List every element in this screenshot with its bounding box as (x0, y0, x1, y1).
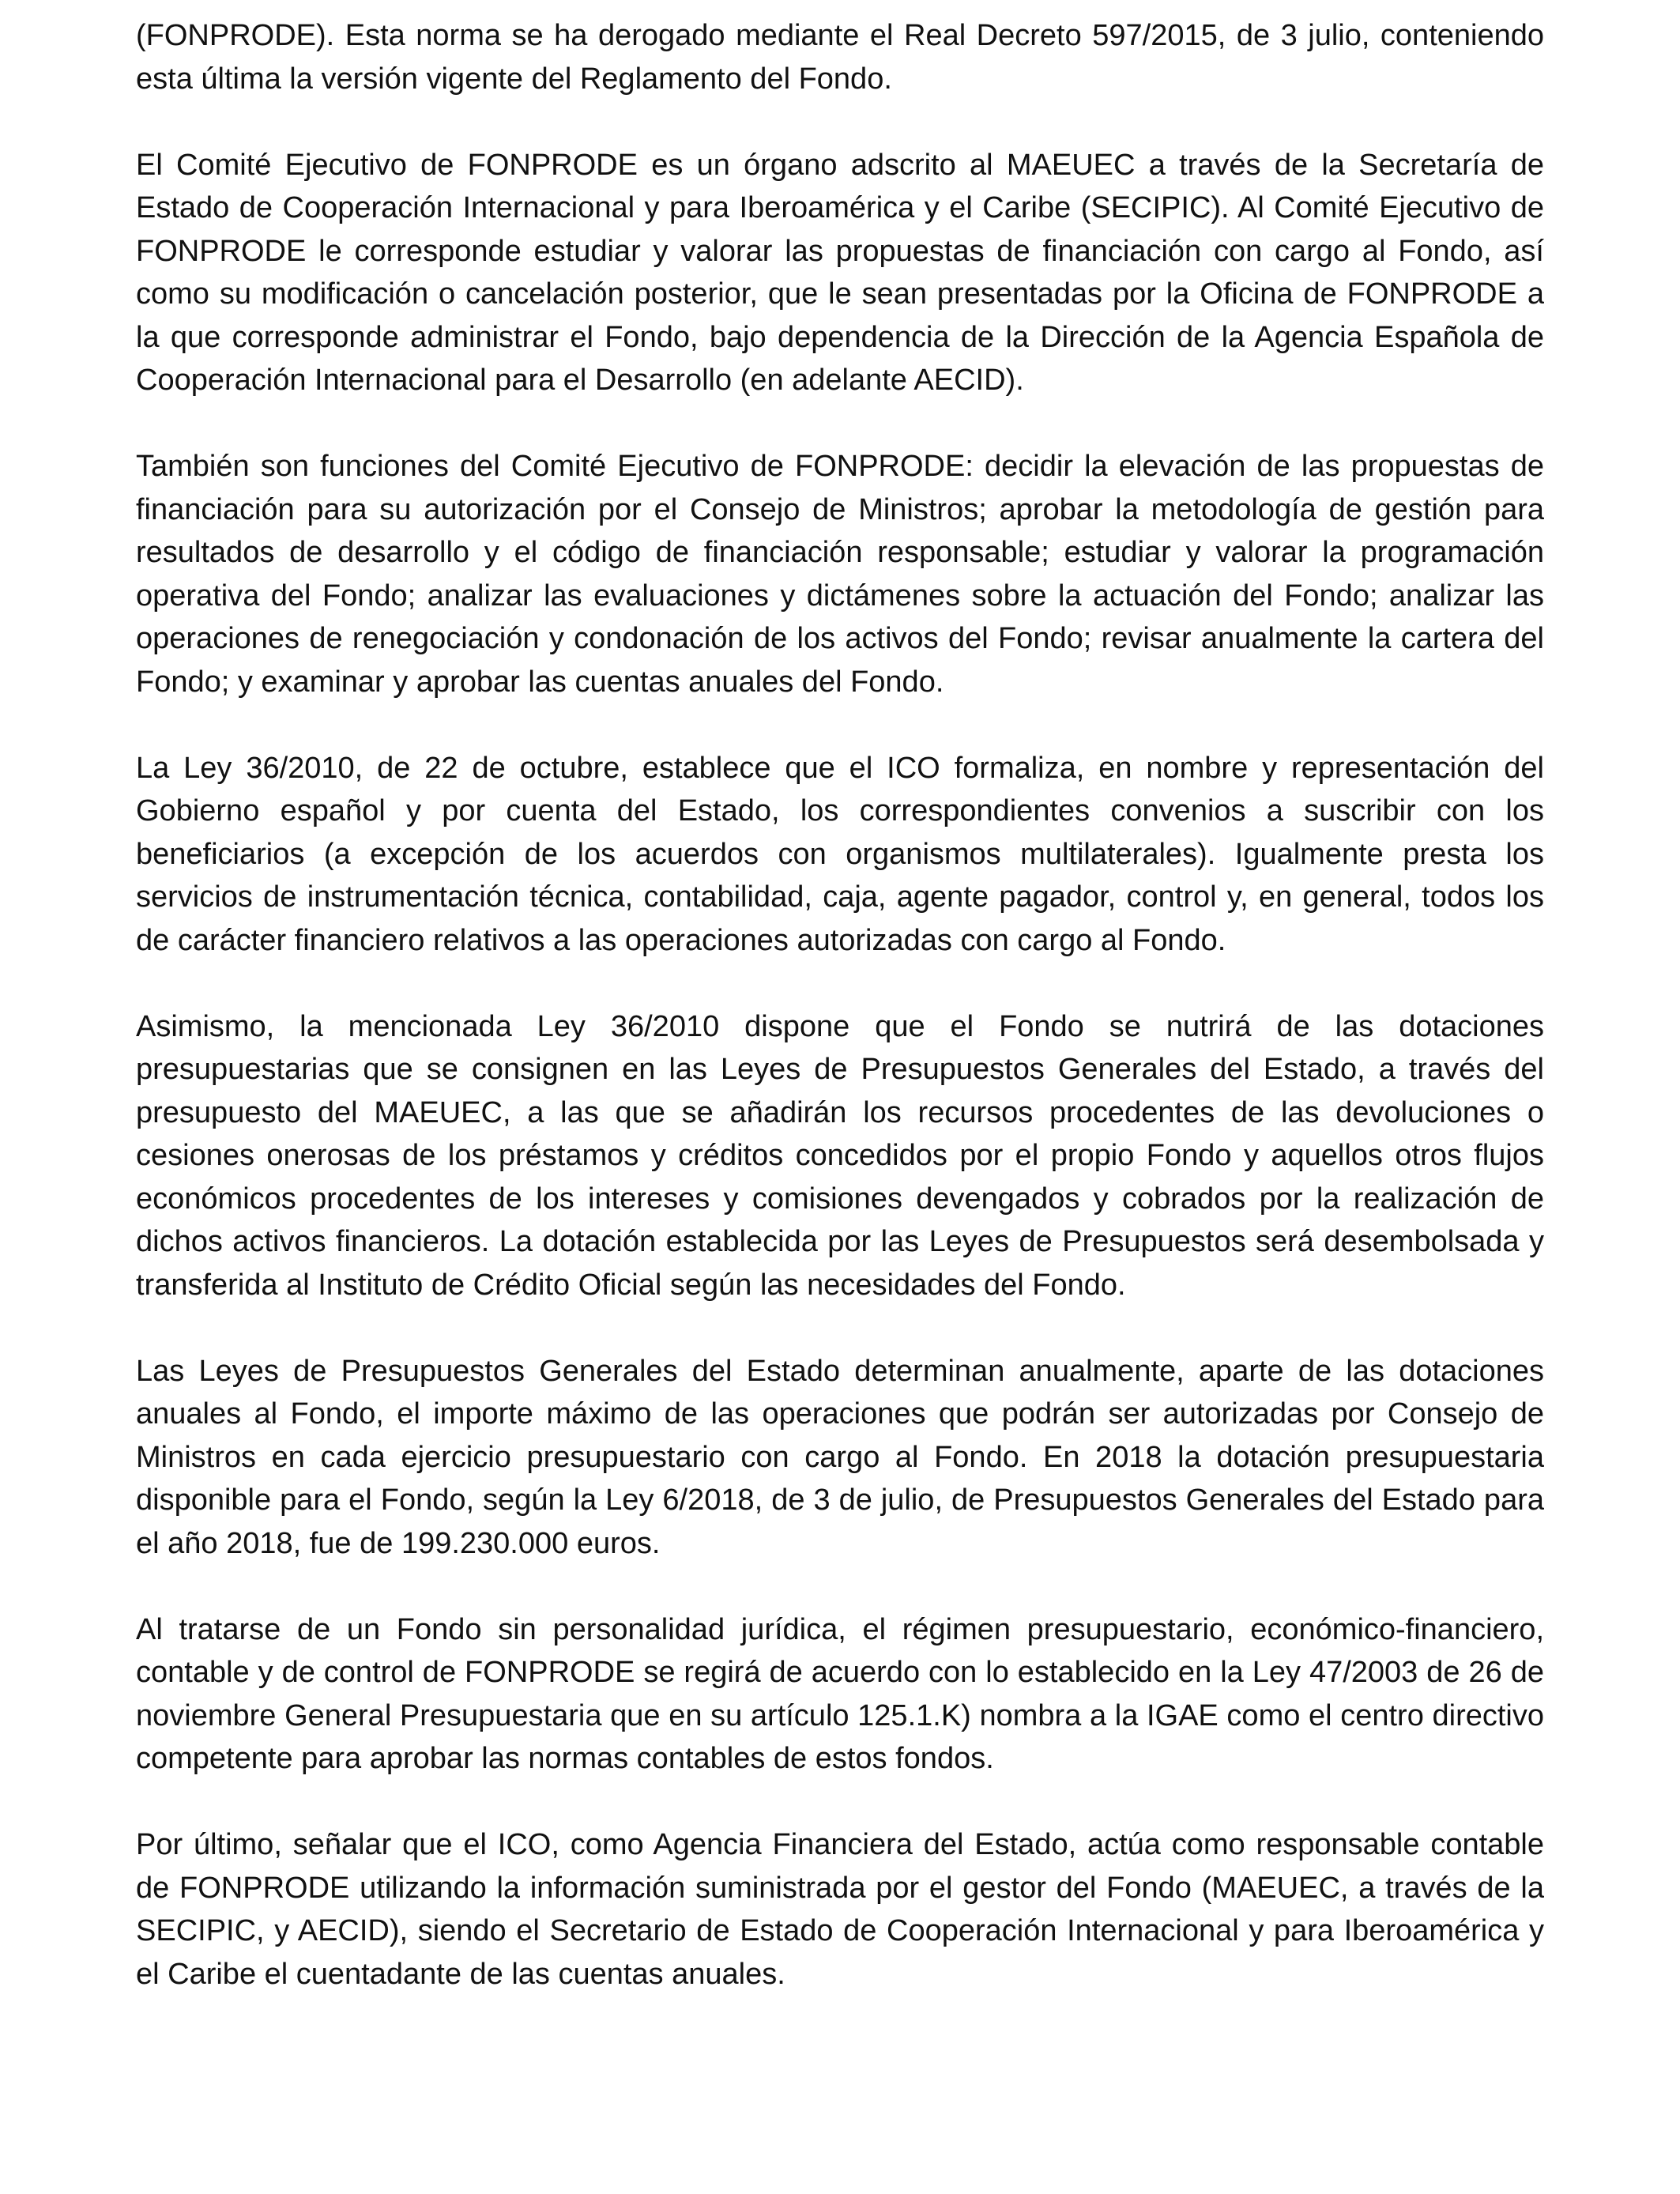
paragraph-dotaciones-presupuestarias: Asimismo, la mencionada Ley 36/2010 dispone que el Fondo se nutrirá de las dotaciones presupuestarias que se consignen en las Leyes de Presupuestos Generales del Estado, a través del presupuesto del MAEUEC, a las que se añadirán los recursos procedentes de las devoluciones o cesiones onerosas de los préstamos y créditos concedidos por el propio Fondo y aquellos otros flujos económicos procedentes de los intereses y comisiones devengados y cobrados por la realización de dichos activos financieros. La dotación establecida por las Leyes de Presupuestos será desembolsada y transferida al Instituto de Crédito Oficial según las necesidades del Fondo. (136, 1009, 1544, 1302)
document-body (136, 14, 1544, 1996)
paragraph-ley-36-2010-ico: La Ley 36/2010, de 22 de octubre, establece que el ICO formaliza, en nombre y representación del Gobierno español y por cuenta del Estado, los correspondientes convenios a suscribir con los beneficiarios (a excepción de los acuerdos con organismos multilaterales). Igualmente presta los servicios de instrumentación técnica, contabilidad, caja, agente pagador, control y, en general, todos los de carácter financiero relativos a las operaciones autorizadas con cargo al Fondo. (136, 751, 1544, 957)
paragraph-funciones-comite: También son funciones del Comité Ejecutivo de FONPRODE: decidir la elevación de las propuestas de financiación para su autorización por el Consejo de Ministros; aprobar la metodología de gestión para resultados de desarrollo y el código de financiación responsable; estudiar y valorar la programación operativa del Fondo; analizar las evaluaciones y dictámenes sobre la actuación del Fondo; analizar las operaciones de renegociación y condonación de los activos del Fondo; revisar anualmente la cartera del Fondo; y examinar y aprobar las cuentas anuales del Fondo. (136, 450, 1544, 699)
paragraph-responsable-contable: Por último, señalar que el ICO, como Agencia Financiera del Estado, actúa como responsable contable de FONPRODE utilizando la información suministrada por el gestor del Fondo (MAEUEC, a través de la SECIPIC, y AECID), siendo el Secretario de Estado de Cooperación Internacional y para Iberoamérica y el Caribe el cuentadante de las cuentas anuales. (136, 1828, 1544, 1991)
paragraph-regimen-contable: Al tratarse de un Fondo sin personalidad jurídica, el régimen presupuestario, económico-financiero, contable y de control de FONPRODE se regirá de acuerdo con lo establecido en la Ley 47/2003 de 26 de noviembre General Presupuestaria que en su artículo 125.1.K) nombra a la IGAE como el centro directivo competente para aprobar las normas contables de estos fondos. (136, 1612, 1544, 1775)
paragraph-fonprode-reglamento: (FONPRODE). Esta norma se ha derogado mediante el Real Decreto 597/2015, de 3 julio, conteniendo esta última la versión vigente del Reglamento del Fondo. (136, 19, 1544, 96)
paragraph-comite-ejecutivo: El Comité Ejecutivo de FONPRODE es un órgano adscrito al MAEUEC a través de la Secretaría de Estado de Cooperación Internacional y para Iberoamérica y el Caribe (SECIPIC). Al Comité Ejecutivo de FONPRODE le corresponde estudiar y valorar las propuestas de financiación con cargo al Fondo, así como su modificación o cancelación posterior, que le sean presentadas por la Oficina de FONPRODE a la que corresponde administrar el Fondo, bajo dependencia de la Dirección de la Agencia Española de Cooperación Internacional para el Desarrollo (en adelante AECID). (136, 148, 1544, 397)
paragraph-leyes-presupuestos: Las Leyes de Presupuestos Generales del Estado determinan anualmente, aparte de las dotaciones anuales al Fondo, el importe máximo de las operaciones que podrán ser autorizadas por Consejo de Ministros en cada ejercicio presupuestario con cargo al Fondo. En 2018 la dotación presupuestaria disponible para el Fondo, según la Ley 6/2018, de 3 de julio, de Presupuestos Generales del Estado para el año 2018, fue de 199.230.000 euros. (136, 1354, 1544, 1560)
